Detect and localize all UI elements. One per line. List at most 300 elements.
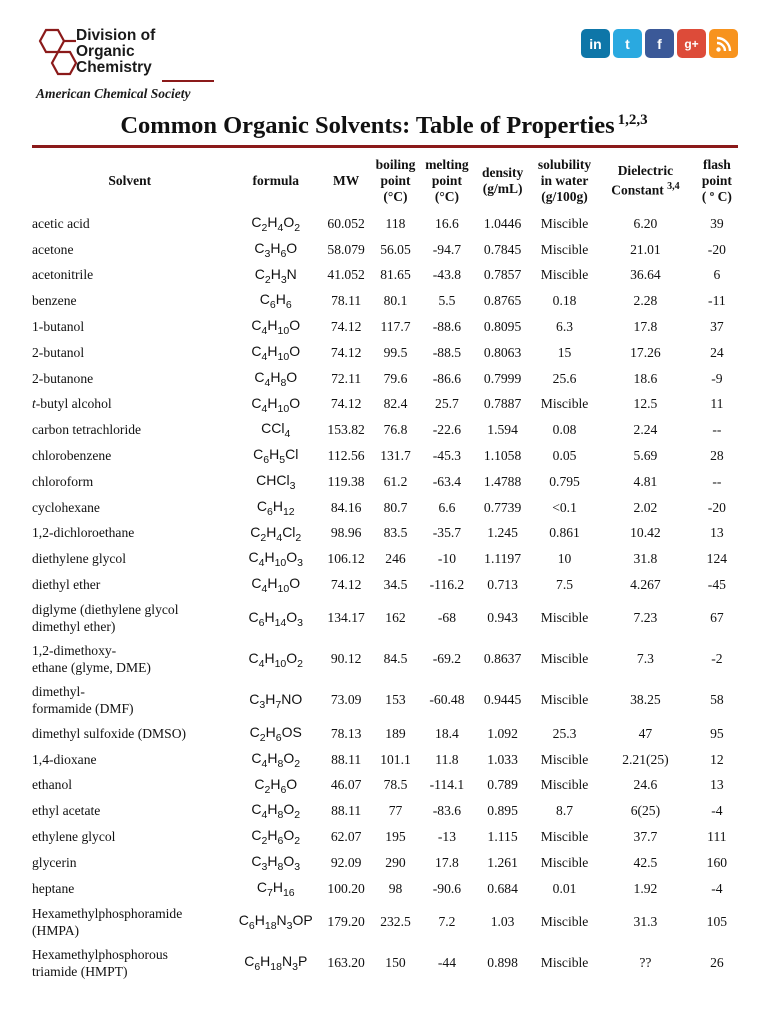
cell-boiling-point: 195 — [385, 829, 406, 845]
header-solvent: Solvent — [108, 173, 152, 188]
cell-melting-point: -69.2 — [432, 651, 462, 667]
cell-solubility: 15 — [557, 344, 572, 360]
cell-dielectric: 24.6 — [633, 777, 658, 793]
cell-melting-point: 16.6 — [435, 215, 459, 231]
table-row — [30, 237, 740, 263]
cell-mw: 74.12 — [330, 319, 362, 335]
cell-solvent: chlorobenzene — [32, 448, 112, 464]
logo-line-3: Chemistry — [76, 59, 152, 76]
title-divider — [32, 145, 738, 148]
division-logo — [32, 26, 232, 106]
cell-formula: $C_6H_{18}N_3OP$ — [238, 912, 313, 932]
logo-line-2: Organic — [76, 43, 135, 60]
cell-flash-point: -- — [712, 422, 722, 438]
cell-solvent: ethyl acetate — [32, 803, 101, 819]
header-boiling-point: boiling point (°C) — [375, 157, 416, 204]
cell-density: 1.245 — [487, 525, 518, 541]
table-row — [30, 263, 740, 289]
cell-formula: $C_4H_8O_2$ — [251, 749, 301, 770]
cell-density: 0.789 — [487, 777, 518, 793]
cell-boiling-point: 79.6 — [383, 370, 408, 386]
cell-formula: $C_2H_6OS$ — [249, 723, 302, 744]
cell-formula: $C_2H_4Cl_2$ — [250, 523, 302, 544]
page-title-text: Common Organic Solvents: Table of Properties — [120, 112, 615, 139]
cell-solvent: glycerin — [32, 854, 77, 870]
page-title — [0, 112, 768, 140]
cell-solvent: diethyl ether — [32, 577, 101, 593]
cell-density: 1.115 — [487, 829, 518, 845]
table-row — [30, 639, 740, 680]
cell-dielectric: 12.5 — [633, 396, 658, 412]
cell-flash-point: -- — [712, 473, 722, 489]
cell-boiling-point: 101.1 — [380, 751, 411, 767]
table-row — [30, 747, 740, 773]
cell-solvent: dimethyl- formamide (DMF) — [32, 684, 134, 717]
title-references: 1,2,3 — [617, 112, 648, 128]
cell-solubility: 25.6 — [552, 370, 577, 386]
cell-formula: $C_4H_{10}O_3$ — [248, 549, 304, 570]
cell-melting-point: -60.48 — [429, 692, 465, 708]
cell-melting-point: -114.1 — [429, 777, 465, 793]
cell-solvent: 2-butanol — [32, 344, 85, 360]
cell-formula: $C_6H_6$ — [259, 291, 292, 312]
table-row — [30, 521, 740, 547]
cell-flash-point: -4 — [711, 803, 723, 819]
cell-mw: 153.82 — [327, 422, 365, 438]
cell-solubility: 0.18 — [552, 293, 577, 309]
cell-formula: $C_2H_4O_2$ — [251, 214, 301, 234]
cell-melting-point: -13 — [437, 829, 456, 845]
cell-melting-point: -10 — [437, 551, 456, 567]
cell-mw: 88.11 — [331, 751, 362, 767]
cell-melting-point: -86.6 — [432, 370, 462, 386]
cell-solubility: 0.795 — [549, 473, 580, 489]
cell-formula: $C_3H_6O$ — [254, 239, 298, 260]
cell-solvent: carbon tetrachloride — [32, 422, 142, 438]
cell-flash-point: 26 — [710, 955, 724, 971]
linkedin-icon[interactable]: in — [581, 29, 610, 58]
cell-melting-point: -88.6 — [432, 319, 462, 335]
cell-solvent: chloroform — [32, 473, 94, 489]
cell-solubility: 0.08 — [552, 422, 577, 438]
cell-boiling-point: 80.7 — [383, 499, 408, 515]
cell-mw: 134.17 — [327, 610, 365, 626]
cell-solvent: diglyme (diethylene glycol dimethyl ether) — [32, 602, 179, 635]
cell-dielectric: 10.42 — [630, 525, 661, 541]
cell-formula: $C_3H_8O_3$ — [251, 852, 301, 873]
cell-mw: 163.20 — [327, 955, 365, 971]
cell-solvent: dimethyl sulfoxide (DMSO) — [32, 725, 187, 741]
cell-solvent: 1,2-dimethoxy- ethane (glyme, DME) — [32, 643, 151, 676]
cell-flash-point: 13 — [710, 777, 724, 793]
cell-flash-point: 13 — [710, 525, 724, 541]
table-header-row — [30, 151, 740, 211]
cell-density: 0.7845 — [483, 241, 522, 257]
cell-dielectric: 42.5 — [633, 854, 658, 870]
cell-density: 1.4788 — [483, 473, 522, 489]
cell-boiling-point: 78.5 — [383, 777, 408, 793]
cell-formula: $C_6H_{18}N_3P$ — [244, 953, 308, 973]
cell-dielectric: 31.3 — [633, 914, 658, 930]
cell-boiling-point: 84.5 — [383, 651, 408, 667]
cell-melting-point: 17.8 — [435, 854, 459, 870]
table-row — [30, 546, 740, 572]
cell-density: 1.092 — [487, 725, 518, 741]
cell-dielectric: 4.267 — [630, 577, 661, 593]
table-row — [30, 417, 740, 443]
logo-text — [76, 28, 155, 76]
cell-solvent: ethylene glycol — [32, 829, 116, 845]
cell-solubility: Miscible — [540, 651, 589, 667]
header-solubility: solubility in water (g/100g) — [537, 157, 592, 204]
cell-solubility: Miscible — [540, 692, 589, 708]
cell-melting-point: -45.3 — [432, 448, 462, 464]
cell-dielectric: 38.25 — [630, 692, 661, 708]
cell-mw: 58.079 — [327, 241, 365, 257]
cell-flash-point: 39 — [710, 215, 724, 231]
cell-mw: 74.12 — [330, 577, 362, 593]
cell-solvent: acetone — [32, 241, 74, 257]
cell-dielectric: 47 — [638, 725, 653, 741]
cell-solvent: benzene — [32, 293, 77, 309]
cell-flash-point: 67 — [710, 610, 724, 626]
cell-density: 0.8095 — [483, 319, 522, 335]
cell-density: 1.03 — [490, 914, 515, 930]
cell-solvent: heptane — [32, 880, 75, 896]
cell-density: 0.7857 — [483, 267, 522, 283]
cell-density: 0.895 — [487, 803, 518, 819]
cell-boiling-point: 77 — [388, 803, 403, 819]
header-dielectric: Dielectric Constant $^{3,4}$ — [611, 163, 680, 198]
hexagon-logo-icon — [32, 26, 78, 84]
cell-solubility: 6.3 — [556, 319, 574, 335]
cell-mw: 46.07 — [330, 777, 362, 793]
logo-line-1: Division of — [76, 27, 156, 44]
cell-mw: 73.09 — [330, 692, 362, 708]
table-row — [30, 598, 740, 639]
cell-mw: 119.38 — [327, 473, 365, 489]
cell-solubility: Miscible — [540, 396, 589, 412]
cell-mw: 41.052 — [327, 267, 365, 283]
cell-solubility: Miscible — [540, 215, 589, 231]
cell-boiling-point: 56.05 — [380, 241, 411, 257]
table-row — [30, 340, 740, 366]
cell-mw: 179.20 — [327, 914, 365, 930]
cell-mw: 74.12 — [330, 344, 362, 360]
logo-divider — [162, 80, 214, 82]
cell-density: 0.7887 — [483, 396, 522, 412]
table-row — [30, 211, 740, 237]
cell-flash-point: -11 — [708, 293, 726, 309]
cell-mw: 74.12 — [330, 396, 362, 412]
cell-solvent: 1-butanol — [32, 319, 85, 335]
cell-density: 1.1197 — [484, 551, 522, 567]
solvent-properties-table — [30, 151, 740, 984]
cell-solubility: 10 — [557, 551, 572, 567]
cell-dielectric: ?? — [639, 955, 652, 971]
cell-solubility: <0.1 — [552, 499, 577, 515]
cell-melting-point: 7.2 — [438, 914, 456, 930]
cell-flash-point: 37 — [710, 319, 724, 335]
cell-solubility: Miscible — [540, 829, 589, 845]
cell-flash-point: -4 — [711, 880, 723, 896]
cell-formula: $C_4H_{10}O$ — [251, 575, 301, 595]
rss-icon[interactable] — [709, 29, 738, 58]
cell-dielectric: 6(25) — [630, 803, 661, 819]
cell-density: 1.1058 — [483, 448, 522, 464]
cell-boiling-point: 99.5 — [383, 344, 408, 360]
cell-formula: $C_4H_{10}O$ — [251, 342, 301, 363]
cell-density: 0.8765 — [483, 293, 522, 309]
cell-melting-point: 11.8 — [435, 751, 459, 767]
table-row — [30, 798, 740, 824]
cell-density: 0.7999 — [483, 370, 522, 386]
table-row — [30, 495, 740, 521]
header-formula: formula — [252, 173, 299, 188]
cell-flash-point: 124 — [706, 551, 728, 567]
cell-solubility: 0.01 — [552, 880, 577, 896]
cell-flash-point: 28 — [710, 448, 724, 464]
cell-solvent: acetonitrile — [32, 267, 94, 283]
cell-boiling-point: 61.2 — [383, 473, 408, 489]
cell-flash-point: 160 — [706, 854, 728, 870]
cell-mw: 88.11 — [331, 803, 362, 819]
cell-density: 1.594 — [487, 422, 518, 438]
table-row — [30, 680, 740, 721]
google-plus-icon[interactable]: g+ — [677, 29, 706, 58]
cell-flash-point: 58 — [710, 692, 724, 708]
cell-flash-point: 111 — [707, 829, 727, 845]
cell-flash-point: 11 — [710, 396, 724, 412]
cell-mw: 106.12 — [327, 551, 365, 567]
cell-mw: 60.052 — [327, 215, 365, 231]
cell-boiling-point: 98 — [388, 880, 403, 896]
cell-dielectric: 21.01 — [630, 241, 661, 257]
cell-boiling-point: 131.7 — [380, 448, 411, 464]
cell-boiling-point: 83.5 — [383, 525, 408, 541]
cell-boiling-point: 232.5 — [380, 914, 411, 930]
table-row — [30, 392, 740, 418]
cell-boiling-point: 290 — [385, 854, 406, 870]
cell-solubility: Miscible — [540, 955, 589, 971]
cell-boiling-point: 81.65 — [380, 267, 411, 283]
cell-boiling-point: 117.7 — [380, 319, 411, 335]
cell-boiling-point: 246 — [385, 551, 406, 567]
cell-mw: 98.96 — [330, 525, 362, 541]
cell-formula: $C_4H_{10}O_2$ — [248, 649, 304, 670]
cell-dielectric: 2.02 — [633, 499, 658, 515]
cell-flash-point: -20 — [707, 241, 726, 257]
cell-dielectric: 2.28 — [633, 293, 658, 309]
society-name: American Chemical Society — [36, 86, 191, 101]
table-row — [30, 824, 740, 850]
table-body — [30, 211, 740, 984]
cell-formula: CHCl$_3$ — [256, 471, 296, 492]
cell-solubility: Miscible — [540, 751, 589, 767]
cell-boiling-point: 76.8 — [383, 422, 408, 438]
header-mw: MW — [333, 173, 360, 188]
table-row — [30, 721, 740, 747]
cell-melting-point: 5.5 — [438, 293, 456, 309]
cell-solubility: Miscible — [540, 854, 589, 870]
cell-melting-point: -43.8 — [432, 267, 462, 283]
cell-dielectric: 6.20 — [633, 215, 658, 231]
cell-formula: $C_4H_{10}O$ — [251, 317, 301, 337]
cell-solubility: Miscible — [540, 914, 589, 930]
cell-solvent: cyclohexane — [32, 499, 100, 515]
cell-solubility: 7.5 — [556, 577, 574, 593]
cell-dielectric: 31.8 — [633, 551, 658, 567]
cell-boiling-point: 118 — [385, 215, 406, 231]
facebook-icon[interactable]: f — [645, 29, 674, 58]
cell-dielectric: 2.21(25) — [622, 751, 669, 767]
cell-formula: CCl$_4$ — [261, 420, 291, 441]
cell-dielectric: 4.81 — [633, 473, 658, 489]
cell-density: 1.033 — [487, 751, 518, 767]
cell-melting-point: 25.7 — [435, 396, 459, 412]
cell-flash-point: 105 — [706, 914, 728, 930]
cell-solvent: diethylene glycol — [32, 551, 126, 567]
table-row — [30, 850, 740, 876]
cell-density: 1.261 — [487, 854, 518, 870]
cell-melting-point: -94.7 — [432, 241, 462, 257]
header-density: density (g/mL) — [481, 165, 524, 196]
cell-mw: 92.09 — [330, 854, 362, 870]
cell-density: 0.7739 — [483, 499, 522, 515]
cell-melting-point: -88.5 — [432, 344, 462, 360]
table-row — [30, 572, 740, 598]
cell-dielectric: 17.8 — [633, 319, 658, 335]
cell-density: 1.0446 — [483, 215, 522, 231]
cell-melting-point: -44 — [437, 955, 456, 971]
cell-melting-point: -35.7 — [432, 525, 462, 541]
cell-formula: $C_3H_7NO$ — [249, 690, 303, 711]
cell-solubility: Miscible — [540, 777, 589, 793]
cell-density: 0.713 — [487, 577, 518, 593]
cell-dielectric: 7.3 — [636, 651, 654, 667]
cell-solvent: acetic acid — [32, 215, 90, 231]
cell-solvent: 1,4-dioxane — [32, 751, 97, 767]
cell-formula: $C_7H_{16}$ — [256, 878, 295, 899]
table-row — [30, 314, 740, 340]
cell-boiling-point: 150 — [385, 955, 406, 971]
cell-solvent: t-butyl alcohol — [32, 396, 112, 412]
cell-solubility: 25.3 — [552, 725, 577, 741]
cell-flash-point: 6 — [713, 267, 721, 283]
table-row — [30, 469, 740, 495]
cell-flash-point: 12 — [710, 751, 724, 767]
social-links — [581, 29, 738, 58]
cell-boiling-point: 82.4 — [383, 396, 408, 412]
cell-dielectric: 1.92 — [633, 880, 658, 896]
cell-density: 0.684 — [487, 880, 518, 896]
cell-density: 0.8063 — [483, 344, 522, 360]
cell-formula: $C_4H_8O_2$ — [251, 801, 301, 822]
cell-melting-point: -63.4 — [432, 473, 462, 489]
cell-mw: 112.56 — [327, 448, 365, 464]
table-row — [30, 876, 740, 902]
cell-mw: 72.11 — [331, 370, 362, 386]
cell-dielectric: 17.26 — [630, 344, 661, 360]
cell-flash-point: 95 — [710, 725, 724, 741]
cell-formula: $C_6H_{14}O_3$ — [248, 608, 304, 629]
cell-solubility: Miscible — [540, 610, 589, 626]
cell-formula: $C_4H_8O$ — [254, 368, 298, 389]
twitter-icon[interactable]: t — [613, 29, 642, 58]
cell-dielectric: 18.6 — [633, 370, 658, 386]
cell-density: 0.898 — [487, 955, 518, 971]
cell-flash-point: 24 — [710, 344, 724, 360]
cell-dielectric: 7.23 — [633, 610, 658, 626]
cell-boiling-point: 80.1 — [383, 293, 408, 309]
cell-melting-point: 6.6 — [438, 499, 456, 515]
cell-boiling-point: 34.5 — [383, 577, 408, 593]
cell-melting-point: -116.2 — [429, 577, 465, 593]
cell-solubility: Miscible — [540, 267, 589, 283]
cell-formula: $C_2H_3N$ — [254, 265, 297, 286]
cell-density: 0.8637 — [483, 651, 522, 667]
cell-dielectric: 2.24 — [633, 422, 658, 438]
cell-mw: 100.20 — [327, 880, 365, 896]
cell-solvent: ethanol — [32, 777, 73, 793]
table-row — [30, 902, 740, 943]
cell-solvent: 1,2-dichloroethane — [32, 525, 135, 541]
header-flash-point: flash point ( º C) — [701, 157, 732, 204]
cell-solubility: 8.7 — [556, 803, 574, 819]
cell-density: 0.9445 — [483, 692, 522, 708]
cell-flash-point: -45 — [707, 577, 726, 593]
cell-melting-point: -90.6 — [432, 880, 462, 896]
cell-boiling-point: 162 — [385, 610, 406, 626]
cell-dielectric: 5.69 — [633, 448, 658, 464]
cell-solubility: Miscible — [540, 241, 589, 257]
cell-boiling-point: 189 — [385, 725, 406, 741]
cell-melting-point: -83.6 — [432, 803, 462, 819]
cell-mw: 62.07 — [330, 829, 362, 845]
table-row — [30, 943, 740, 984]
cell-melting-point: -22.6 — [432, 422, 462, 438]
cell-formula: $C_2H_6O_2$ — [251, 827, 301, 847]
cell-flash-point: -9 — [711, 370, 723, 386]
cell-solvent: Hexamethylphosphorous triamide (HMPT) — [32, 947, 168, 980]
cell-mw: 84.16 — [330, 499, 362, 515]
cell-solvent: 2-butanone — [32, 370, 94, 386]
header-melting-point: melting point (°C) — [425, 157, 469, 204]
cell-solubility: 0.05 — [552, 448, 577, 464]
cell-formula: $C_4H_{10}O$ — [251, 394, 301, 415]
cell-melting-point: -68 — [437, 610, 456, 626]
cell-solvent: Hexamethylphosphoramide (HMPA) — [32, 906, 183, 939]
table-row — [30, 288, 740, 314]
cell-mw: 78.13 — [330, 725, 362, 741]
cell-melting-point: 18.4 — [435, 725, 459, 741]
table-row — [30, 773, 740, 799]
cell-dielectric: 36.64 — [630, 267, 661, 283]
cell-boiling-point: 153 — [385, 692, 406, 708]
table-row — [30, 366, 740, 392]
cell-dielectric: 37.7 — [633, 829, 658, 845]
cell-mw: 90.12 — [330, 651, 362, 667]
cell-formula: $C_2H_6O$ — [254, 775, 298, 796]
cell-flash-point: -2 — [711, 651, 723, 667]
cell-mw: 78.11 — [331, 293, 362, 309]
table-row — [30, 443, 740, 469]
cell-flash-point: -20 — [707, 499, 726, 515]
cell-formula: $C_6H_{12}$ — [256, 497, 295, 518]
cell-formula: $C_6H_5Cl$ — [253, 446, 299, 466]
cell-density: 0.943 — [487, 610, 518, 626]
cell-solubility: 0.861 — [549, 525, 580, 541]
